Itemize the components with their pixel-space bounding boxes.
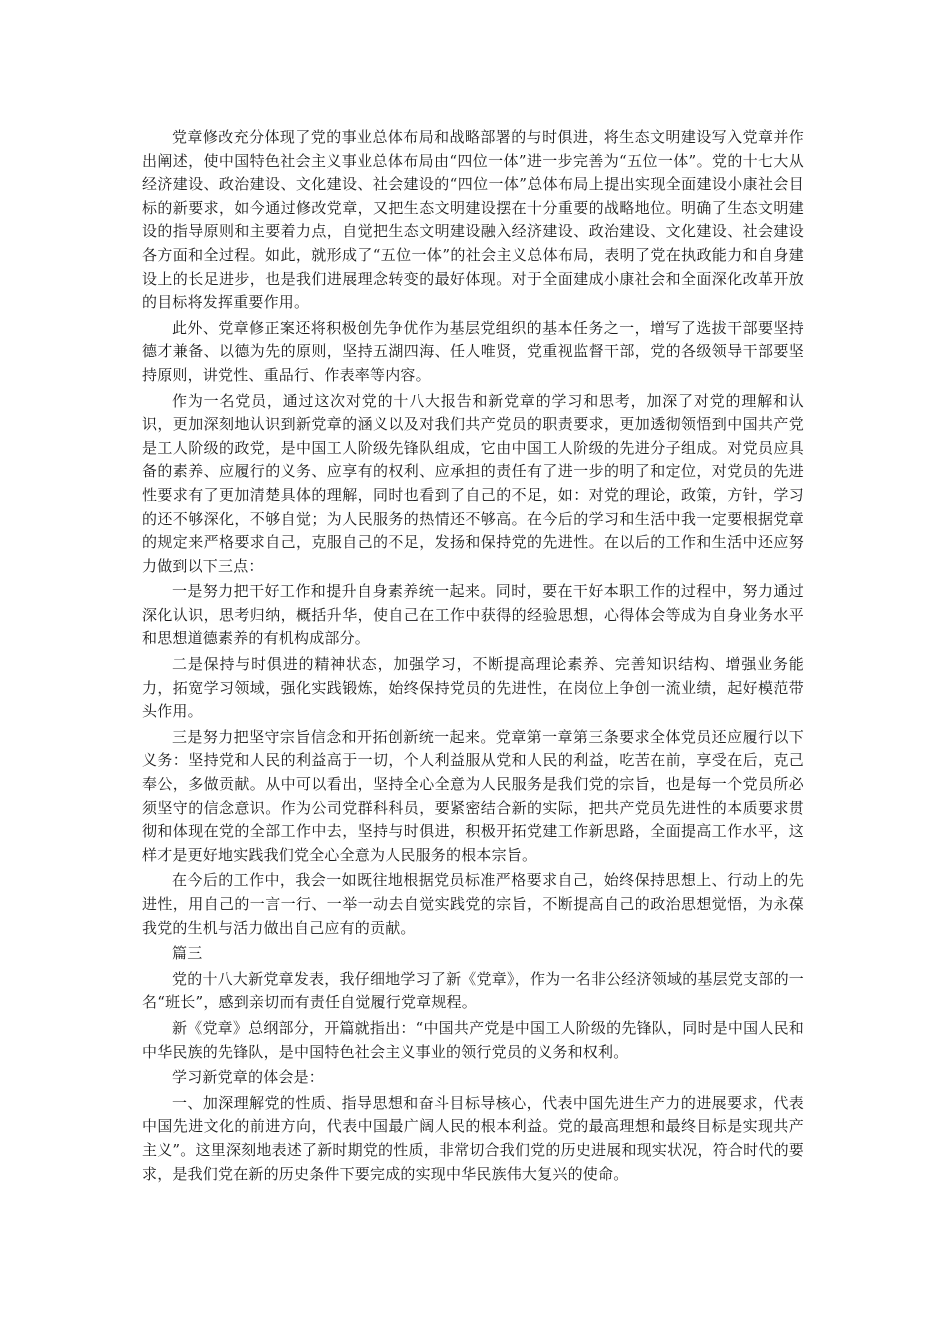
section-heading: 篇三 <box>172 944 203 963</box>
document-body <box>142 126 804 1188</box>
paragraph: 党的十八大新党章发表，我仔细地学习了新《党章》，作为一名非公经济领域的基层党支部的一名“班长”，感到亲切而有责任自觉履行党章规程。 <box>142 969 804 1012</box>
paragraph: 此外、党章修正案还将积极创先争优作为基层党组织的基本任务之一，增写了选拔干部要坚持德才兼备、以德为先的原则，坚持五湖四海、任人唯贤，党重视监督干部，党的各级领导干部要坚持原则，讲党性、重品行、作表率等内容。 <box>142 318 804 384</box>
paragraph: 党章修改充分体现了党的事业总体布局和战略部署的与时俱进，将生态文明建设写入党章并作出阐述，使中国特色社会主义事业总体布局由“四位一体”进一步完善为“五位一体”。党的十七大从经济建设、政治建设、文化建设、社会建设的“四位一体”总体布局上提出实现全面建设小康社会目标的新要求，如今通过修改党章，又把生态文明建设摆在十分重要的战略地位。明确了生态文明建设的指导原则和主要着力点，自觉把生态文明建设融入经济建设、政治建设、文化建设、社会建设各方面和全过程。如此，就形成了“五位一体”的社会主义总体布局，表明了党在执政能力和自身建设上的长足进步，也是我们进展理念转变的最好体现。对于全面建成小康社会和全面深化改革开放的目标将发挥重要作用。 <box>142 128 804 312</box>
paragraph: 二是保持与时俱进的精神状态，加强学习，不断提高理论素养、完善知识结构、增强业务能力，拓宽学习领域，强化实践锻炼，始终保持党员的先进性，在岗位上争创一流业绩，起好模范带头作用。 <box>142 655 804 721</box>
paragraph: 在今后的工作中，我会一如既往地根据党员标准严格要求自己，始终保持思想上、行动上的先进性，用自己的一言一行、一举一动去自觉实践党的宗旨，不断提高自己的政治思想觉悟，为永葆我党的生机与活力做出自己应有的贡献。 <box>142 871 804 937</box>
paragraph: 学习新党章的体会是： <box>172 1068 325 1087</box>
paragraph: 新《党章》总纲部分，开篇就指出：“中国共产党是中国工人阶级的先锋队，同时是中国人民和中华民族的先锋队，是中国特色社会主义事业的领行党员的义务和权利。 <box>142 1018 804 1061</box>
paragraph: 作为一名党员，通过这次对党的十八大报告和新党章的学习和思考，加深了对党的理解和认识，更加深刻地认识到新党章的涵义以及对我们共产党员的职责要求，更加透彻领悟到中国共产党是工人阶级的政党，是中国工人阶级先锋队组成，它由中国工人阶级的先进分子组成。对党员应具备的素养、应履行的义务、应享有的权利、应承担的责任有了进一步的明了和定位，对党员的先进性要求有了更加清楚具体的理解，同时也看到了自己的不足，如：对党的理论，政策，方针，学习的还不够深化，不够自觉；为人民服务的热情还不够高。在今后的学习和生活中我一定要根据党章的规定来严格要求自己，克服自己的不足，发扬和保持党的先进性。在以后的工作和生活中还应努力做到以下三点： <box>142 391 804 575</box>
paragraph: 一是努力把干好工作和提升自身素养统一起来。同时，要在干好本职工作的过程中，努力通过深化认识，思考归纳，概括升华，使自己在工作中获得的经验思想，心得体会等成为自身业务水平和思想道德素养的有机构成部分。 <box>142 582 804 648</box>
paragraph: 三是努力把坚守宗旨信念和开拓创新统一起来。党章第一章第三条要求全体党员还应履行以下义务：坚持党和人民的利益高于一切，个人利益服从党和人民的利益，吃苦在前，享受在后，克己奉公，多做贡献。从中可以看出，坚持全心全意为人民服务是我们党的宗旨，也是每一个党员所必须坚守的信念意识。作为公司党群科科员，要紧密结合新的实际，把共产党员先进性的本质要求贯彻和体现在党的全部工作中去，坚持与时俱进，积极开拓党建工作新思路，全面提高工作水平，这样才是更好地实践我们党全心全意为人民服务的根本宗旨。 <box>142 727 804 864</box>
paragraph: 一、加深理解党的性质、指导思想和奋斗目标导核心，代表中国先进生产力的进展要求，代表中国先进文化的前进方向，代表中国最广阔人民的根本利益。党的最高理想和最终目标是实现共产主义”。这里深刻地表述了新时期党的性质，非常切合我们党的历史进展和现实状况，符合时代的要求，是我们党在新的历史条件下要完成的实现中华民族伟大复兴的使命。 <box>142 1093 804 1183</box>
